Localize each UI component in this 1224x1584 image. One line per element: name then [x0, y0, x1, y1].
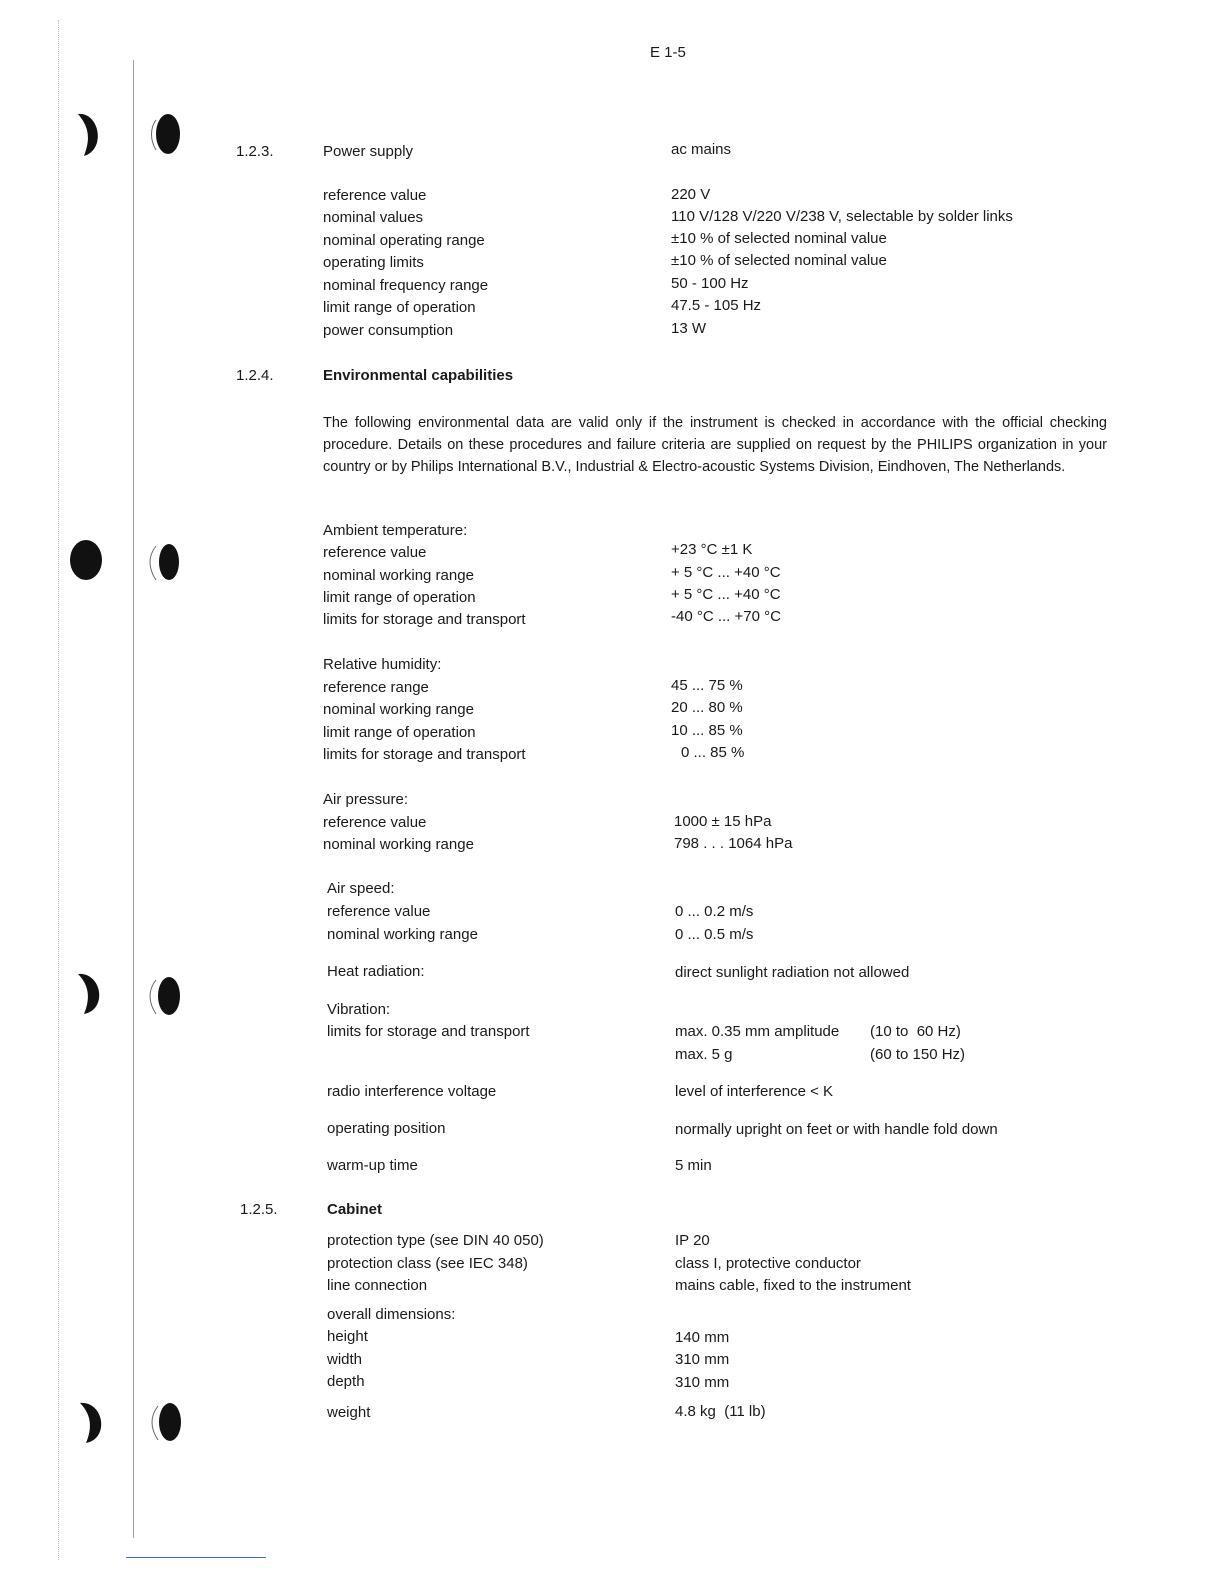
binder-hole-right-2: [144, 538, 184, 588]
humidity-row-value: 0 ... 85 %: [681, 744, 745, 761]
pressure-row-label: reference value: [323, 814, 427, 831]
binder-hole-right-1: [146, 110, 186, 160]
dimensions-heading: overall dimensions:: [327, 1306, 456, 1323]
dimension-value: 140 mm: [675, 1329, 730, 1346]
temperature-row-label: limit range of operation: [323, 589, 476, 606]
cabinet-row-value: mains cable, fixed to the instrument: [675, 1277, 911, 1294]
radio-label: radio interference voltage: [327, 1083, 497, 1100]
section-number-power: 1.2.3.: [236, 143, 274, 160]
power-type-value: ac mains: [671, 141, 732, 158]
section-number-environment: 1.2.4.: [236, 367, 274, 384]
vibration-label: limits for storage and transport: [327, 1023, 530, 1040]
footer-rule: [126, 1557, 266, 1558]
dimension-label: height: [327, 1328, 368, 1345]
humidity-row-value: 45 ... 75 %: [671, 677, 743, 694]
pressure-row-value: 1000 ± 15 hPa: [674, 813, 772, 830]
environment-paragraph: The following environmental data are valid only if the instrument is checked in accordance with the official checking procedure. Details on these procedures and failure criteria are supplied on request by the PHILIPS organization in your country or by Philips International B.V., Industrial & Electro-acoustic Systems Division, Eindhoven, The Netherlands.: [323, 415, 1107, 475]
warmup-label: warm-up time: [327, 1157, 418, 1174]
heat-value: direct sunlight radiation not allowed: [675, 964, 910, 981]
power-row-value: 50 - 100 Hz: [671, 275, 749, 292]
vibration-range-2: (60 to 150 Hz): [870, 1046, 966, 1063]
speed-row-value: 0 ... 0.2 m/s: [675, 903, 754, 920]
weight-label: weight: [327, 1404, 371, 1421]
position-value: normally upright on feet or with handle fold down: [675, 1121, 998, 1138]
temperature-row-value: +23 °C ±1 K: [671, 541, 753, 558]
cabinet-row-value: class I, protective conductor: [675, 1255, 861, 1272]
speed-row-label: nominal working range: [327, 926, 478, 943]
temperature-row-value: + 5 °C ... +40 °C: [671, 564, 781, 581]
section-title-power: Power supply: [323, 143, 414, 160]
vibration-value-2: max. 5 g: [675, 1046, 733, 1063]
vibration-range-1: (10 to 60 Hz): [870, 1023, 961, 1040]
speed-row-value: 0 ... 0.5 m/s: [675, 926, 754, 943]
binder-hole-right-4: [146, 1398, 186, 1448]
heat-label: Heat radiation:: [327, 963, 425, 980]
section-title-environment: Environmental capabilities: [323, 367, 514, 384]
humidity-row-label: limit range of operation: [323, 724, 476, 741]
pressure-row-label: nominal working range: [323, 836, 474, 853]
vibration-value-1: max. 0.35 mm amplitude: [675, 1023, 840, 1040]
dimension-value: 310 mm: [675, 1351, 730, 1368]
binder-hole-left-3: [72, 968, 112, 1018]
pressure-row-value: 798 . . . 1064 hPa: [674, 835, 793, 852]
temperature-row-label: nominal working range: [323, 567, 474, 584]
cabinet-row-label: protection type (see DIN 40 050): [327, 1232, 544, 1249]
weight-value: 4.8 kg (11 lb): [675, 1403, 766, 1420]
section-number-cabinet: 1.2.5.: [240, 1201, 278, 1218]
page-number: E 1-5: [650, 44, 686, 61]
power-row-value: 110 V/128 V/220 V/238 V, selectable by solder links: [671, 208, 1013, 225]
temperature-row-value: + 5 °C ... +40 °C: [671, 586, 781, 603]
power-row-label: reference value: [323, 187, 427, 204]
power-row-value: 220 V: [671, 186, 711, 203]
humidity-row-label: nominal working range: [323, 701, 474, 718]
warmup-value: 5 min: [675, 1157, 712, 1174]
section-title-cabinet: Cabinet: [327, 1201, 383, 1218]
binder-hole-left-1: [70, 110, 110, 160]
dimension-label: width: [327, 1351, 363, 1368]
position-label: operating position: [327, 1120, 446, 1137]
temperature-row-value: -40 °C ... +70 °C: [671, 608, 781, 625]
speed-row-label: reference value: [327, 903, 431, 920]
cabinet-row-label: line connection: [327, 1277, 428, 1294]
temperature-row-label: reference value: [323, 544, 427, 561]
power-row-label: nominal operating range: [323, 232, 485, 249]
pressure-heading: Air pressure:: [323, 791, 409, 808]
power-row-value: ±10 % of selected nominal value: [671, 252, 887, 269]
power-row-value: ±10 % of selected nominal value: [671, 230, 887, 247]
speed-heading: Air speed:: [327, 880, 395, 897]
power-row-value: 47.5 - 105 Hz: [671, 297, 762, 314]
power-row-label: limit range of operation: [323, 299, 476, 316]
power-row-label: nominal values: [323, 209, 424, 226]
radio-value: level of interference < K: [675, 1083, 834, 1100]
power-row-label: nominal frequency range: [323, 277, 489, 294]
temperature-row-label: limits for storage and transport: [323, 611, 526, 628]
dimension-label: depth: [327, 1373, 365, 1390]
scan-edge-dots: [58, 20, 60, 1560]
humidity-heading: Relative humidity:: [323, 656, 442, 673]
humidity-row-value: 10 ... 85 %: [671, 722, 743, 739]
power-row-label: power consumption: [323, 322, 454, 339]
binder-hole-left-2: [66, 535, 106, 585]
cabinet-row-label: protection class (see IEC 348): [327, 1255, 528, 1272]
humidity-row-value: 20 ... 80 %: [671, 699, 743, 716]
vibration-heading: Vibration:: [327, 1001, 391, 1018]
binder-hole-right-3: [144, 972, 184, 1022]
power-row-value: 13 W: [671, 320, 707, 337]
temperature-heading: Ambient temperature:: [323, 522, 468, 539]
power-row-label: operating limits: [323, 254, 424, 271]
humidity-row-label: limits for storage and transport: [323, 746, 526, 763]
binder-hole-left-4: [74, 1397, 114, 1447]
binder-rule: [133, 60, 134, 1538]
cabinet-row-value: IP 20: [675, 1232, 710, 1249]
humidity-row-label: reference range: [323, 679, 429, 696]
dimension-value: 310 mm: [675, 1374, 730, 1391]
